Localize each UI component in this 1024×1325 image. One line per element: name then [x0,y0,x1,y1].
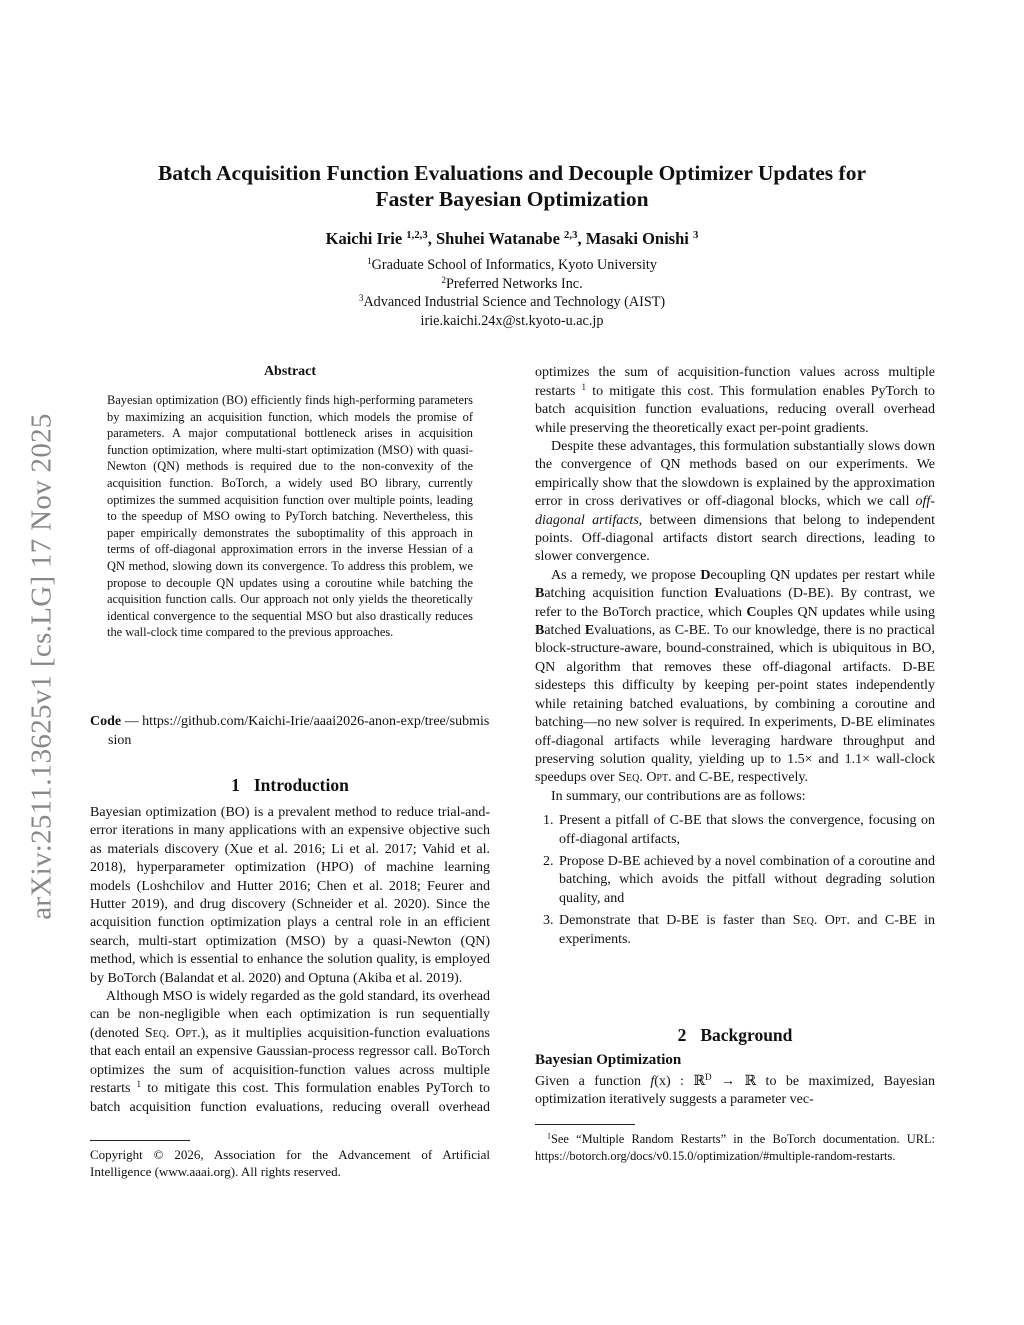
paper-title [60,160,964,212]
paragraph-continued [535,364,935,438]
footnote-marker: 1 [581,381,587,392]
subsection-heading: Bayesian Optimization [535,1052,682,1068]
section-title: Background [700,1025,793,1045]
arxiv-identifier: arXiv:2511.13625v1 [cs.LG] 17 Nov 2025 [25,413,58,920]
list-item: 1. Present a pitfall of C-BE that slows the convergence, focusing on off-diagonal artifacts, [557,812,935,849]
abstract-text: Bayesian optimization (BO) efficiently finds high-performing parameters by maximizing an acquisition function, which models the promise of parameters. A major computational bottleneck arises in acquisition function optimization, where multi-start optimization (MSO) with quasi-Newton (QN) methods is required due to the non-convexity of the acquisition function. BoTorch, a widely used BO library, currently optimizes the summed acquisition function over multiple points, leading to the speedup of MSO owing to PyTorch batching. Nevertheless, this paper empirically demonstrates the suboptimality of this approach in terms of off-diagonal approximation errors in the inverse Hessian of a QN method, slowing down its convergence. To address this problem, we propose to decouple QN updates using a coroutine while batching the acquisition function calls. Our approach not only yields the theoretically identical convergence to the sequential MSO but also drastically reduces the wall-clock time compared to the previous approaches. [107,393,473,640]
code-sep: — [121,714,143,729]
small-caps-text: Seq. Opt. [144,1025,201,1041]
author-affil: 2,3 [564,229,578,242]
affil-num: 3 [358,292,364,303]
author-list: Kaichi Irie $^{1,2,3}$, Shuhei Watanabe $^{2,3}$, Masaki Onishi $^3$ [325,229,699,248]
affiliation [60,256,964,275]
author-name: Shuhei Watanabe [435,229,560,248]
bold-text: B [535,586,545,602]
copyright-text: Copyright © 2026, Association for the Advancement of Artificial Intelligence (www.aaai.org). All rights reserved. [90,1147,490,1179]
author-affil: 1,2,3 [406,229,428,242]
bold-text: D [700,567,711,583]
paragraph-tail: optimizes the sum of acquisition-function values across multiple restarts $^1$ to mitigate this cost. This formulation enables PyTorch to batch acquisition function evaluations, reducing overall overhead while preserving the theoretically exact per-point gradients. [535,365,935,436]
author-affil: 3 [693,229,699,242]
list-item: 3. Demonstrate that D-BE is faster than Seq. Opt. and C-BE in experiments. [557,912,935,949]
bold-text: C [746,604,757,620]
paragraph: Bayesian optimization (BO) is a prevalent method to reduce trial-and-error iterations in many applications with an expensive objective such as materials discovery (Xue et al. 2016; Li et al. 2017; Vahid et al. 2018), hyperparameter optimization (HPO) of machine learning models (Loshchilov and Hutter 2016; Chen et al. 2018; Feurer and Hutter 2019), and drug discovery (Schneider et al. 2020). Since the acquisition function optimization plays a central role in an efficient search, multi-start optimization (MSO) by a quasi-Newton (QN) method, which is essential to enhance the solution quality, is employed by BoTorch (Balandat et al. 2020) and Optuna (Akiba et al. 2019). [90,805,490,986]
italic-text: f [650,1074,655,1089]
section-title: Introduction [253,775,349,795]
footnote-1 [535,1124,935,1164]
section-heading [90,775,490,796]
section-number: 2 [677,1025,687,1045]
affil-num: 1 [367,255,372,266]
abstract-block [90,364,490,641]
affil-text: Preferred Networks Inc. [445,275,583,292]
paragraph: Although MSO is widely regarded as the gold standard, its overhead can be non-negligible when each optimization is run sequentially (denoted Seq. Opt.), as it multiplies acquisition-function evaluations that each entail an expensive Gaussian-process regressor call. BoTorch optimizes the sum of acquisition-function values across multiple restarts $^1$ to mitigate this cost. This formulation enables PyTorch to batch acquisition function evaluations, reducing overall overhead [90,989,490,1115]
email: irie.kaichi.24x@st.kyoto-u.ac.jp [420,312,604,329]
section-number: 1 [231,775,240,795]
paragraph: Given a function f(x) : ℝ$^D$ → ℝ to be maximized, Bayesian optimization iteratively suggests a parameter vec- [535,1072,935,1108]
footnote-rule [90,1140,190,1141]
affil-text: Graduate School of Informatics, Kyoto University [371,257,657,273]
copyright-footnote [90,1140,490,1180]
author-name: Kaichi Irie [325,229,403,248]
footnote-marker: D [705,1072,712,1082]
paragraph: In summary, our contributions are as follows: [551,788,806,804]
introduction-section [90,775,490,1116]
code-block [90,712,490,750]
code-label: Code [90,714,122,729]
bold-text: E [714,586,724,602]
bold-text: E [584,623,595,639]
footnote-marker: 1 [547,1131,552,1141]
small-caps-text: Seq. Opt. [792,913,850,929]
code-link[interactable]: https://github.com/Kaichi-Irie/aaai2026-anon-exp/tree/submission [108,714,490,748]
paragraph: As a remedy, we propose Decoupling QN updates per restart while Batching acquisition function Evaluations (D-BE). By contrast, we refer to the BoTorch practice, which Couples QN updates while using Batched Evaluations, as C-BE. To our knowledge, there is no practical block-structure-aware, bound-constrained, which is ubiquitous in BO, QN algorithm that removes these off-diagonal artifacts. D-BE sidesteps this difficulty by keeping per-point states independently while retaining batched evaluations, by combining a coroutine and batching—no new solver is required. In experiments, D-BE eliminates off-diagonal artifacts while leveraging hardware throughput and preserving solution quality, yielding up to 1.5× and 1.1× wall-clock speedups over Seq. Opt. and C-BE, respectively. [535,567,936,786]
section-heading [535,1025,935,1046]
title-line-1: Batch Acquisition Function Evaluations and Decouple Optimizer Updates for [158,161,866,185]
footnote-rule [535,1124,635,1125]
affiliation [60,293,964,312]
list-item: 2. Propose D-BE achieved by a novel combination of a coroutine and batching, which avoids the pitfall without degrading solution quality, and [557,853,935,908]
abstract-heading: Abstract [263,364,317,379]
affil-num: 2 [441,274,446,285]
small-caps-text: Seq. Opt. [618,770,672,786]
author-name: Masaki Onishi [585,229,689,248]
right-column [535,364,935,953]
contributions-list [535,812,935,949]
bold-text: B [535,623,545,639]
affil-text: Advanced Industrial Science and Technology (AIST) [363,294,666,310]
italic-text: off-diagonal artifacts [535,494,935,528]
footnote-text: $^1$See “Multiple Random Restarts” in the BoTorch documentation. URL: https://botorch.org/docs/v0.15.0/optimization/#multiple-random-restarts. [535,1131,935,1163]
footnote-marker: 1 [136,1079,142,1090]
title-line-2: Faster Bayesian Optimization [375,187,649,211]
affiliation [60,275,964,294]
background-section [535,1025,935,1110]
paragraph: Despite these advantages, this formulation substantially slows down the convergence of QN methods based on our experiments. We empirically show that the slowdown is explained by the approximation error in cross derivatives or off-diagonal blocks, which we call off-diagonal artifacts, between dimensions that belong to independent points. Off-diagonal artifacts distort search directions, leading to slower convergence. [535,439,935,565]
affiliations [60,256,964,330]
